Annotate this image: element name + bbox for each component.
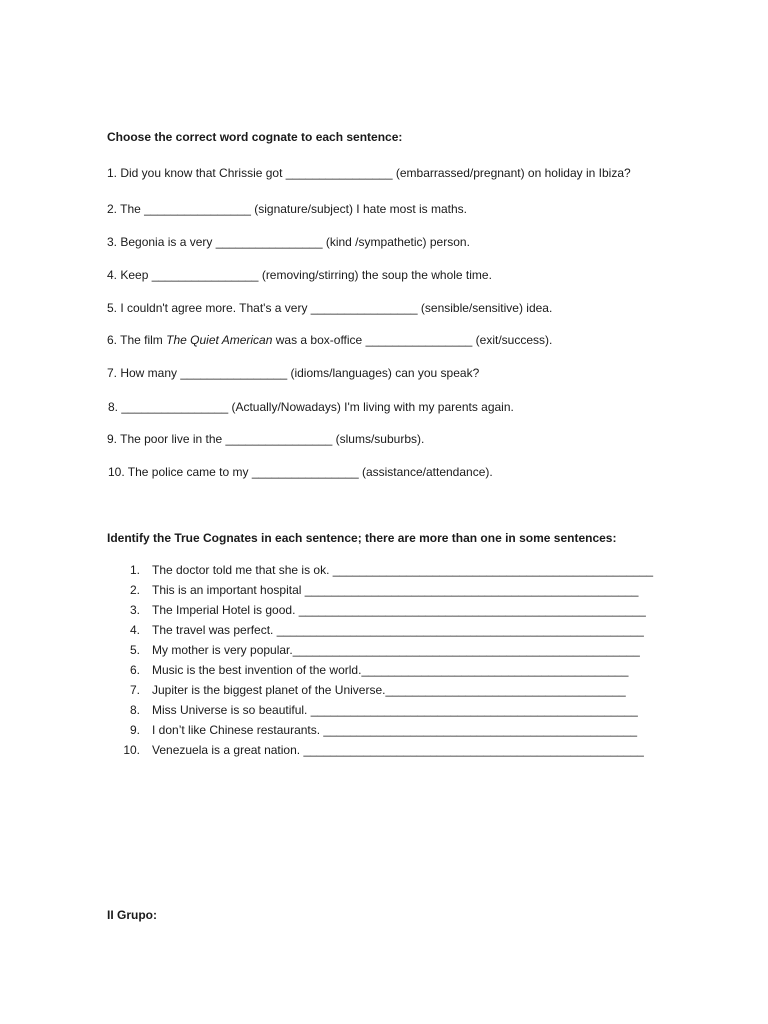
sentence-text: 4. Keep ________________ (removing/stirring) the soup the whole time. xyxy=(107,268,492,282)
section2-heading: Identify the True Cognates in each sentence; there are more than one in some sentences: xyxy=(107,531,617,545)
list-item xyxy=(0,743,768,761)
list-item-text: Music is the best invention of the world.________________________________________ xyxy=(152,663,629,677)
list-item xyxy=(0,583,768,601)
sentence-text: 5. I couldn't agree more. That's a very ________________ (sensible/sensitive) idea. xyxy=(107,301,553,315)
list-item-number: 5. xyxy=(129,643,140,657)
list-item-number: 9. xyxy=(129,723,140,737)
list-item-number: 1. xyxy=(129,563,140,577)
list-item-text: The travel was perfect. _______________________________________________________ xyxy=(152,623,644,637)
list-item-number: 6. xyxy=(129,663,140,677)
list-item-text: My mother is very popular.____________________________________________________ xyxy=(152,643,640,657)
section1-heading: Choose the correct word cognate to each sentence: xyxy=(107,130,403,144)
list-item-text: The Imperial Hotel is good. ____________________________________________________ xyxy=(152,603,646,617)
sentence-text: 9. The poor live in the ________________ (slums/suburbs). xyxy=(107,432,425,446)
sentence-text: 3. Begonia is a very ________________ (kind /sympathetic) person. xyxy=(107,235,470,249)
sentence-10 xyxy=(108,465,493,479)
list-item-number: 8. xyxy=(129,703,140,717)
list-item-text: I don’t like Chinese restaurants. _______________________________________________ xyxy=(152,723,638,737)
italic-title: The Quiet American xyxy=(166,333,273,347)
sentence-8 xyxy=(108,400,514,414)
sentence-text: 7. How many ________________ (idioms/languages) can you speak? xyxy=(107,366,480,380)
sentence-3 xyxy=(107,235,470,249)
list-item-number: 2. xyxy=(129,583,140,597)
sentence-7 xyxy=(107,366,479,380)
sentence-2 xyxy=(107,202,467,216)
sentence-1 xyxy=(107,166,631,180)
sentence-9 xyxy=(107,432,424,446)
list-item xyxy=(0,703,768,721)
list-item xyxy=(0,623,768,641)
list-item xyxy=(0,683,768,701)
list-item-number: 10. xyxy=(123,743,140,757)
sentence-text: was a box-office ________________ (exit/success). xyxy=(272,333,553,347)
list-item-text: Miss Universe is so beautiful. _________________________________________________ xyxy=(152,703,638,717)
list-item-text: Jupiter is the biggest planet of the Universe.____________________________________ xyxy=(152,683,626,697)
sentence-text: 8. ________________ (Actually/Nowadays) I'm living with my parents again. xyxy=(108,400,514,414)
list-item-number: 4. xyxy=(129,623,140,637)
list-item xyxy=(0,563,768,581)
list-item-number: 3. xyxy=(129,603,140,617)
list-item xyxy=(0,643,768,661)
group-label: II Grupo: xyxy=(107,908,157,922)
list-item xyxy=(0,603,768,621)
list-item xyxy=(0,663,768,681)
list-item-number: 7. xyxy=(129,683,140,697)
list-item-text: This is an important hospital __________________________________________________ xyxy=(152,583,639,597)
list-item xyxy=(0,723,768,741)
list-item-text: The doctor told me that she is ok. ________________________________________________ xyxy=(152,563,654,577)
sentence-4 xyxy=(107,268,492,282)
sentence-text: 10. The police came to my ________________ (assistance/attendance). xyxy=(108,465,493,479)
sentence-5 xyxy=(107,301,552,315)
sentence-text: 2. The ________________ (signature/subject) I hate most is maths. xyxy=(107,202,468,216)
sentence-text: 1. Did you know that Chrissie got ________________ (embarrassed/pregnant) on holiday in Ibiza? xyxy=(107,166,631,180)
sentence-6 xyxy=(107,333,552,347)
sentence-text: 6. The film xyxy=(107,333,167,347)
list-item-text: Venezuela is a great nation. ___________________________________________________ xyxy=(152,743,644,757)
